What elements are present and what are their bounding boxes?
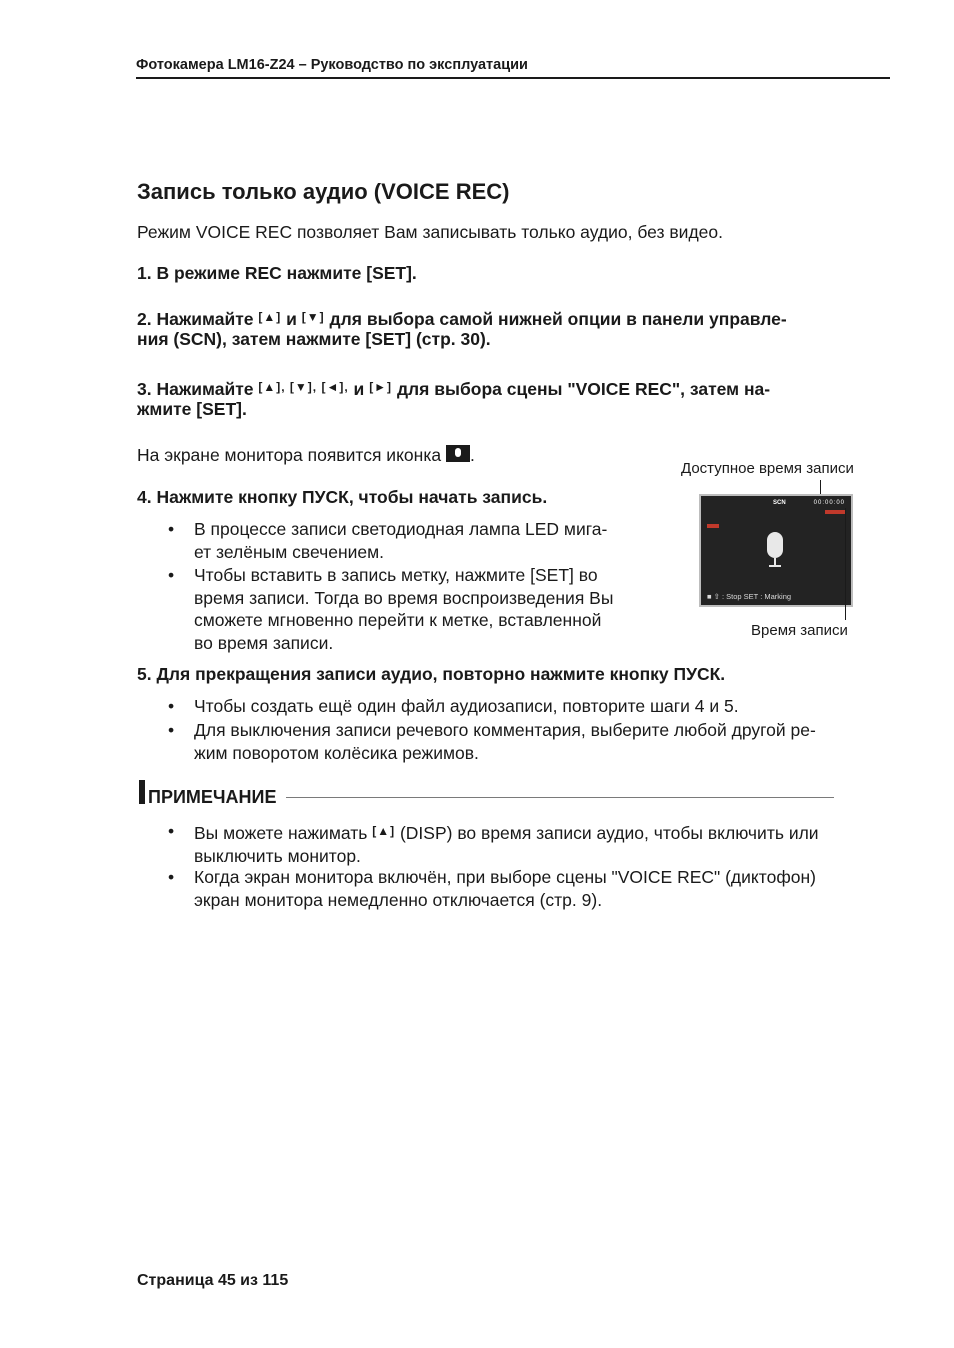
step-2 bbox=[137, 306, 787, 330]
scn-label: SCN bbox=[773, 500, 786, 506]
microphone-base bbox=[769, 565, 781, 567]
recording-time-indicator bbox=[825, 510, 845, 514]
step-3-text-line1: для выбора сцены "VOICE REC", затем на- bbox=[396, 379, 771, 399]
list-item bbox=[168, 820, 898, 866]
bullet-line: В процессе записи светодиодная лампа LED мига- bbox=[194, 519, 608, 539]
bullet-line: экран монитора немедленно отключается (стр. 9). bbox=[194, 889, 603, 910]
down-key-icon: [▼] bbox=[301, 310, 325, 324]
bullet-line: жим поворотом колёсика режимов. bbox=[194, 742, 479, 763]
list-item bbox=[168, 518, 668, 564]
camera-monitor-figure bbox=[699, 494, 853, 607]
note-title: ПРИМЕЧАНИЕ bbox=[148, 787, 277, 807]
step-2-prefix: 2. Нажимайте bbox=[137, 309, 254, 329]
step-3-text-line2: жмите [SET]. bbox=[137, 399, 247, 419]
right-key-icon: [►] bbox=[369, 380, 393, 394]
section-title: Запись только аудио (VOICE REC) bbox=[137, 179, 510, 204]
callout-line-bottom bbox=[845, 508, 846, 620]
bullet-line: Чтобы вставить в запись метку, нажмите [SET] во bbox=[194, 565, 598, 585]
bullet-dot: • bbox=[168, 519, 175, 539]
page-footer: Страница 45 из 115 bbox=[137, 1272, 289, 1289]
step-2-text-line2: ния (SCN), затем нажмите [SET] (стр. 30). bbox=[137, 329, 491, 349]
figure-label-available-time: Доступное время записи bbox=[681, 460, 854, 477]
list-item bbox=[168, 866, 898, 912]
bullet-line: во время записи. bbox=[194, 632, 334, 653]
rec-indicator bbox=[707, 524, 719, 528]
note-marker bbox=[139, 780, 145, 804]
figure-label-record-time: Время записи bbox=[751, 622, 848, 639]
bullet-dot: • bbox=[168, 696, 175, 716]
step-1: 1. В режиме REC нажмите [SET]. bbox=[137, 263, 417, 283]
bullet-line: Для выключения записи речевого комментария, выберите любой другой ре- bbox=[194, 720, 816, 740]
bullet-dot: • bbox=[168, 565, 175, 585]
page-header: Фотокамера LM16-Z24 – Руководство по эксплуатации bbox=[136, 57, 890, 79]
up-key-icon: [▲] bbox=[372, 824, 396, 838]
bullet-line: время записи. Тогда во время воспроизведения Вы bbox=[194, 587, 614, 608]
step-3-prefix: 3. Нажимайте bbox=[137, 379, 254, 399]
note-text: (DISP) во время записи аудио, чтобы включить или bbox=[399, 823, 819, 843]
step-2-and: и bbox=[286, 309, 297, 329]
intro-paragraph: Режим VOICE REC позволяет Вам записывать только аудио, без видео. bbox=[137, 222, 723, 242]
bullet-line: Чтобы создать ещё один файл аудиозаписи, повторите шаги 4 и 5. bbox=[194, 696, 739, 716]
step-5: 5. Для прекращения записи аудио, повторно нажмите кнопку ПУСК. bbox=[137, 664, 726, 684]
bullet-line: ет зелёным свечением. bbox=[194, 541, 385, 562]
list-item bbox=[168, 564, 668, 656]
arrow-keys-icon: [▲], [▼], [◄], bbox=[258, 380, 349, 394]
step-3-and: и bbox=[353, 379, 365, 399]
voice-rec-icon bbox=[446, 445, 470, 462]
note-divider bbox=[286, 797, 834, 798]
up-key-icon: [▲] bbox=[258, 310, 282, 324]
bullet-line: сможете мгновенно перейти к метке, вставленной bbox=[194, 610, 602, 630]
step-2-text-line1: для выбора самой нижней опции в панели управле- bbox=[329, 309, 787, 329]
bullet-dot: • bbox=[168, 867, 175, 887]
available-time-readout: 00:00:00 bbox=[813, 500, 845, 506]
list-item bbox=[168, 695, 898, 719]
step-3 bbox=[137, 376, 770, 400]
bullet-line: выключить монитор. bbox=[194, 845, 361, 866]
list-item bbox=[168, 719, 898, 765]
note-text: Вы можете нажимать bbox=[194, 823, 368, 843]
microphone-icon bbox=[767, 532, 783, 558]
monitor-paragraph: На экране монитора появится иконка . bbox=[137, 445, 475, 465]
bullet-line: Когда экран монитора включён, при выборе сцены "VOICE REC" (диктофон) bbox=[194, 867, 816, 887]
monitor-text: На экране монитора появится иконка bbox=[137, 445, 442, 465]
monitor-bottom-bar: ■ ⇧ : Stop SET : Marking bbox=[707, 592, 792, 601]
bullet-dot: • bbox=[168, 821, 175, 841]
bullet-line bbox=[194, 820, 894, 845]
step-4: 4. Нажмите кнопку ПУСК, чтобы начать запись. bbox=[137, 487, 548, 507]
bullet-dot: • bbox=[168, 720, 175, 740]
